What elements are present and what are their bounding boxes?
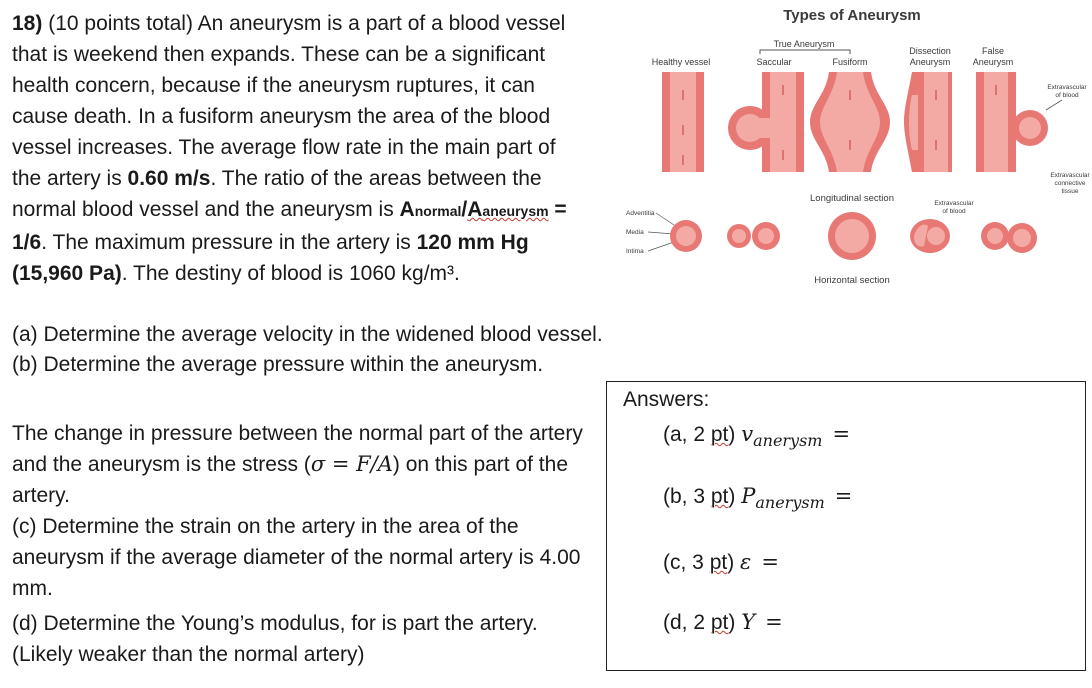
label-connective-1: Extravascular: [1050, 172, 1090, 179]
part-a-question: (a) Determine the average velocity in the widened blood vessel.: [12, 323, 603, 346]
label-extra-blood-mid-1: Extravascular: [934, 200, 974, 207]
aneurysm-figure: [612, 0, 1090, 296]
part-b-question: (b) Determine the average pressure within the aneurysm.: [12, 353, 544, 376]
part-c-question: (c) Determine the strain on the artery in the area of the aneurysm if the average diameter of the normal artery is 4.00 mm.: [12, 515, 581, 600]
label-connective-3: tissue: [1061, 188, 1079, 195]
label-longitudinal: Longitudinal section: [810, 193, 894, 204]
problem-ratio-intro: . The ratio of the areas between the normal blood vessel and the aneurysm is: [12, 167, 542, 221]
answer-d[interactable]: (d, 2 pt) Y =: [663, 610, 783, 634]
area-ratio: Anormal/Aaneurysm = 1/6: [12, 198, 567, 254]
label-extra-blood-mid-2: of blood: [942, 208, 966, 215]
answers-box: [606, 381, 1086, 671]
label-true-aneurysm: True Aneurysm: [773, 39, 835, 49]
true-aneurysm-bracket: [760, 50, 850, 54]
part-d-question: (d) Determine the Young’s modulus, for is part the artery. (Likely weaker than the normal artery): [12, 612, 538, 666]
label-horizontal: Horizontal section: [814, 275, 890, 286]
max-pressure: 120 mm Hg (15,960 Pa): [12, 231, 529, 285]
lower-questions: [12, 418, 602, 670]
label-intima: Intima: [626, 248, 644, 255]
label-extravascular-blood-1: Extravascular: [1047, 84, 1087, 91]
label-saccular: Saccular: [756, 57, 792, 67]
label-connective-2: connective: [1054, 180, 1086, 187]
label-extravascular-blood-2: of blood: [1055, 92, 1079, 99]
healthy-vessel: [662, 72, 704, 172]
stress-formula: σ = F/A: [310, 452, 393, 476]
answer-b[interactable]: (b, 3 pt) $P_{anerysm}$ =: [663, 484, 853, 512]
stress-explanation: The change in pressure between the normal part of the artery and the aneurysm is the stress (σ = F/A) on this part of the artery.: [12, 422, 583, 507]
answer-a[interactable]: (a, 2 pt) $v_{anerysm}$ =: [663, 422, 851, 450]
dissection-vessel: [904, 72, 952, 172]
label-media: Media: [626, 229, 644, 236]
label-false-2: Aneurysm: [972, 57, 1014, 67]
fusiform-vessel: [810, 72, 890, 172]
problem-statement: [12, 8, 587, 289]
label-dissection-2: Aneurysm: [909, 57, 951, 67]
label-dissection-1: Dissection: [909, 46, 951, 56]
horizontal-sections: [670, 212, 1037, 260]
problem-intro: An aneurysm is a part of a blood vessel that is weekend then expands. These can be a significant health concern, because if the aneurysm ruptures, it can cause death. In a fusiform aneurysm the area of the blood vessel increases. The average flow rate in the main part of the artery is: [12, 12, 566, 190]
figure-title: Types of Aneurysm: [783, 7, 921, 24]
blood-density: . The destiny of blood is 1060 kg/m³.: [121, 262, 460, 285]
label-adventitia: Adventitia: [626, 210, 655, 217]
label-healthy: Healthy vessel: [651, 57, 711, 67]
problem-number: 18): [12, 12, 43, 35]
aneurysm-diagram: [612, 0, 1090, 296]
label-false-1: False: [981, 46, 1005, 56]
label-fusiform: Fusiform: [832, 57, 868, 67]
saccular-vessel: [728, 72, 804, 172]
answer-c[interactable]: (c, 3 pt) ε =: [663, 550, 779, 574]
answers-title: Answers:: [623, 388, 710, 411]
problem-points: (10 points total): [48, 12, 193, 35]
problem-pressure-intro: . The maximum pressure in the artery is: [41, 231, 417, 254]
flow-rate: 0.60 m/s: [127, 167, 211, 190]
